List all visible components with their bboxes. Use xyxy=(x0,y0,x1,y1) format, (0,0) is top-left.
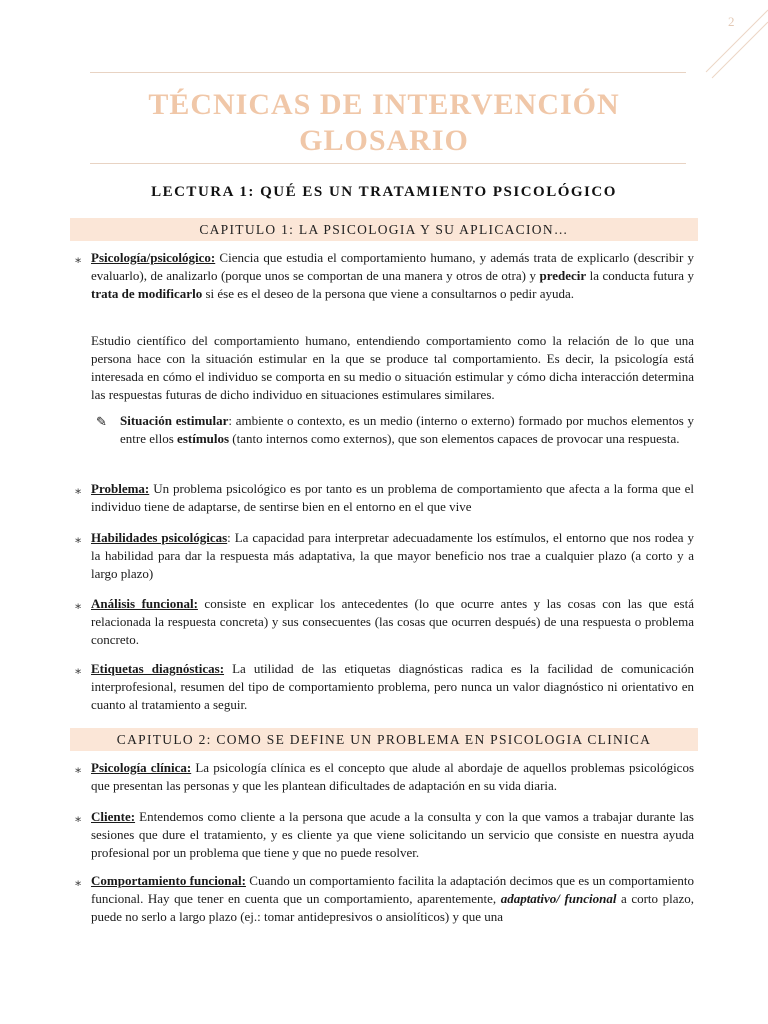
header-top-rule xyxy=(90,72,686,73)
bullet-icon: ∗ xyxy=(74,599,83,613)
term-problema: Problema: xyxy=(91,481,150,496)
pencil-icon: ✎ xyxy=(96,414,107,429)
document-title: TÉCNICAS DE INTERVENCIÓN xyxy=(148,88,620,121)
entry-clinica: Psicología clínica: La psicología clínica es el concepto que alude al abordaje de aquellos problemas psicológicos que presentan las personas y que les plantean dificultades de adaptación en su vida diaria. xyxy=(91,760,695,793)
bullet-icon: ∗ xyxy=(74,484,83,498)
term-clinica: Psicología clínica: xyxy=(91,760,192,775)
bullet-icon: ∗ xyxy=(74,533,83,547)
entry-cliente: Cliente: Entendemos como cliente a la persona que acude a la consulta y con la que vamos a trabajar durante las sesiones que dure el tratamiento, y es cliente ya que viene solicitando un servicio que consiste en nuestra ayuda profesional por un problema que tiene y que no puede resolver. xyxy=(91,809,694,860)
chapter-heading-1: CAPITULO 1: LA PSICOLOGIA Y SU APLICACION… xyxy=(70,218,698,241)
bullet-icon: ∗ xyxy=(74,253,83,267)
entry-funcional: Comportamiento funcional: Cuando un comportamiento facilita la adaptación decimos que es un comportamiento funcional. Hay que tener en cuenta que un comportamiento, aparentemente, adaptativo/ funcional a corto plazo, puede no serlo a largo plazo (ej.: tomar antidepresivos o ansiolíticos) y que una xyxy=(91,873,694,924)
chapter-heading-2: CAPITULO 2: COMO SE DEFINE UN PROBLEMA EN PSICOLOGIA CLINICA xyxy=(70,728,698,751)
corner-decoration xyxy=(698,0,768,80)
term-psicologia: Psicología/psicológico: xyxy=(91,250,216,265)
bullet-icon: ∗ xyxy=(74,876,83,890)
term-habilidades: Habilidades psicológicas xyxy=(91,530,228,545)
entry-analisis: Análisis funcional: consiste en explicar los antecedentes (lo que ocurre antes y las cosas con las que está relacionada la respuesta concreta) y sus consecuentes (las cosas que ocurren después) de una respuesta o problema concreto. xyxy=(91,596,694,647)
entry-habilidades: Habilidades psicológicas: La capacidad para interpretar adecuadamente los estímulos, el entorno que nos rodea y la habilidad para dar la respuesta más adaptativa, la que mayor beneficio nos trae a cualquier plazo (a corto y a largo plazo) xyxy=(91,530,694,581)
document-subtitle: GLOSARIO xyxy=(299,124,469,157)
entry-situacion: Situación estimular: ambiente o contexto, es un medio (interno o externo) formado por muchos elementos y entre ellos estímulos (tanto internos como externos), que son elementos capaces de provocar una respuesta. xyxy=(120,413,694,446)
term-funcional: Comportamiento funcional: xyxy=(91,873,246,888)
bullet-icon: ∗ xyxy=(74,763,83,777)
header-bottom-rule xyxy=(90,163,686,164)
term-analisis: Análisis funcional: xyxy=(91,596,198,611)
term-situacion: Situación estimular xyxy=(120,413,229,428)
bullet-icon: ∗ xyxy=(74,664,83,678)
entry-etiquetas: Etiquetas diagnósticas: La utilidad de las etiquetas diagnósticas radica es la facilidad de comunicación interprofesional, resumen del tipo de comportamiento problema, pero nunca un valor diagnóstico ni orientativo en cuanto al tratamiento a seguir. xyxy=(91,661,694,712)
bullet-icon: ∗ xyxy=(74,812,83,826)
term-etiquetas: Etiquetas diagnósticas: xyxy=(91,661,225,676)
entry-psicologia: Psicología/psicológico: Ciencia que estudia el comportamiento humano, y además trata de explicarlo (describir y evaluarlo), de analizarlo (porque unos se comportan de una manera y otros de otra) y predecir la conducta futura y trata de modificarlo si ése es el deseo de la persona que viene a consultarnos o pedir ayuda. xyxy=(91,250,694,301)
entry-problema: Problema: Un problema psicológico es por tanto es un problema de comportamiento que afecta a la forma que el individuo tiene de adaptarse, de sentirse bien en el entorno en el que vive xyxy=(91,481,694,514)
lectura-heading: LECTURA 1: QUÉ ES UN TRATAMIENTO PSICOLÓGICO xyxy=(151,184,617,200)
term-cliente: Cliente: xyxy=(91,809,136,824)
paragraph-estudio: Estudio científico del comportamiento humano, entendiendo comportamiento como la relación de lo que una persona hace con la situación estimular en la que se produce tal comportamiento. Es decir, la psicología está interesada en cómo el individuo se comporta en su medio o situación estimular y cómo dicha interacción determina las respuestas futuras de dicho individuo en situaciones estimulares similares. xyxy=(91,333,694,402)
page-number: 2 xyxy=(728,14,735,29)
